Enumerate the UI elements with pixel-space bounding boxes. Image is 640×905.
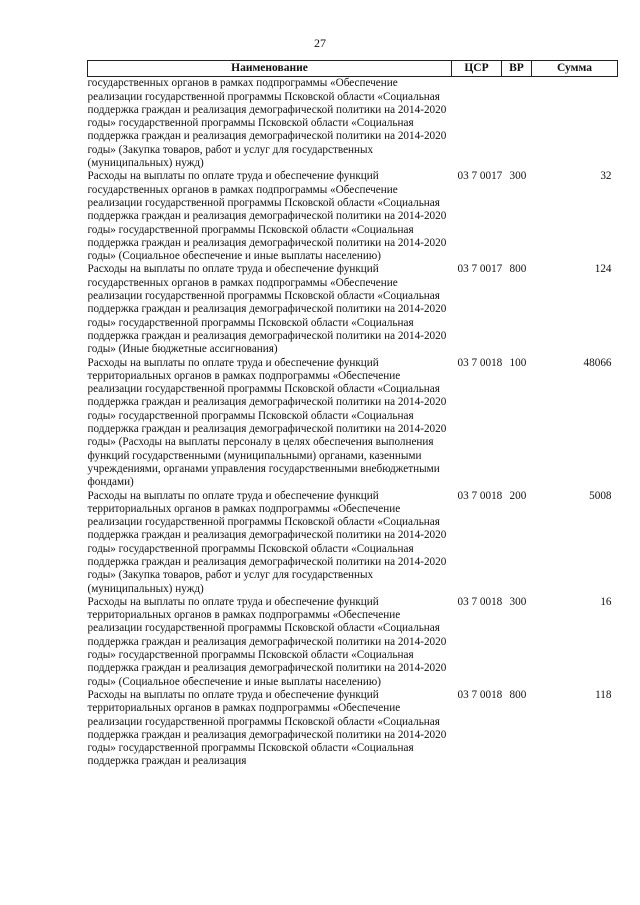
row-csr: 03 7 0017 <box>457 170 503 183</box>
table-row <box>88 490 618 596</box>
table-row <box>88 357 618 490</box>
row-csr: 03 7 0018 <box>457 595 503 608</box>
row-csr: 03 7 0018 <box>457 489 503 502</box>
column-header-name: Наименование <box>88 61 452 77</box>
row-sum: 16 <box>600 595 612 608</box>
row-vr: 300 <box>509 170 527 183</box>
table-body <box>88 77 618 769</box>
row-vr: 800 <box>509 263 527 276</box>
row-csr <box>452 77 502 171</box>
row-sum: 118 <box>595 688 612 701</box>
table-row <box>88 263 618 356</box>
row-vr: 100 <box>509 356 527 369</box>
row-name: Расходы на выплаты по оплате труда и обеспечение функций территориальных органов в рамках подпрограммы «Обеспечение реализации государственной программы Псковской области «Социальная поддержка граждан и реализация демографической политики на 2014-2020 годы» государственной программы Псковской области «Социальная поддержка граждан и реализация <box>87 688 447 768</box>
row-name: Расходы на выплаты по оплате труда и обеспечение функций территориальных органов в рамках подпрограммы «Обеспечение реализации государственной программы Псковской области «Социальная поддержка граждан и реализация демографической политики на 2014-2020 годы» государственной программы Псковской области «Социальная поддержка граждан и реализация демографической политики на 2014-2020 годы» (Социальное обеспечение и иные выплаты населению) <box>87 595 447 688</box>
table-row <box>88 596 618 689</box>
row-sum: 5008 <box>589 489 612 502</box>
row-name: Расходы на выплаты по оплате труда и обеспечение функций государственных органов в рамках подпрограммы «Обеспечение реализации государственной программы Псковской области «Социальная поддержка граждан и реализация демографической политики на 2014-2020 годы» государственной программы Псковской области «Социальная поддержка граждан и реализация демографической политики на 2014-2020 годы» (Иные бюджетные ассигнования) <box>87 263 447 356</box>
table-row <box>88 77 618 171</box>
column-header-sum: Сумма <box>532 61 618 77</box>
budget-table-container <box>87 60 617 769</box>
row-sum: 48066 <box>583 356 612 369</box>
row-sum <box>532 77 618 171</box>
row-vr <box>502 77 532 171</box>
table-row <box>88 689 618 769</box>
row-name: государственных органов в рамках подпрограммы «Обеспечение реализации государственной программы Псковской области «Социальная поддержка граждан и реализация демографической политики на 2014-2020 годы» государственной программы Псковской области «Социальная поддержка граждан и реализация демографической политики на 2014-2020 годы» (Закупка товаров, работ и услуг для государственных (муниципальных) нужд) <box>87 77 447 170</box>
column-header-csr: ЦСР <box>452 61 502 77</box>
row-name: Расходы на выплаты по оплате труда и обеспечение функций территориальных органов в рамках подпрограммы «Обеспечение реализации государственной программы Псковской области «Социальная поддержка граждан и реализация демографической политики на 2014-2020 годы» государственной программы Псковской области «Социальная поддержка граждан и реализация демографической политики на 2014-2020 годы» (Расходы на выплаты персоналу в целях обеспечения выполнения функций государственными (муниципальными) органами, казенными учреждениями, органами управления государственными внебюджетными фондами) <box>87 356 447 489</box>
row-sum: 32 <box>600 170 612 183</box>
row-vr: 300 <box>509 595 527 608</box>
row-vr: 800 <box>509 688 527 701</box>
row-sum: 124 <box>594 263 612 276</box>
row-csr: 03 7 0018 <box>457 688 503 701</box>
row-name: Расходы на выплаты по оплате труда и обеспечение функций государственных органов в рамках подпрограммы «Обеспечение реализации государственной программы Псковской области «Социальная поддержка граждан и реализация демографической политики на 2014-2020 годы» государственной программы Псковской области «Социальная поддержка граждан и реализация демографической политики на 2014-2020 годы» (Социальное обеспечение и иные выплаты населению) <box>87 170 447 263</box>
column-header-vr: ВР <box>502 61 532 77</box>
table-header <box>88 61 618 77</box>
table-row <box>88 170 618 263</box>
row-vr: 200 <box>509 489 527 502</box>
row-csr: 03 7 0017 <box>457 263 503 276</box>
row-csr: 03 7 0018 <box>457 356 503 369</box>
budget-table <box>87 60 618 769</box>
page-number: 27 <box>314 36 326 50</box>
row-name: Расходы на выплаты по оплате труда и обеспечение функций территориальных органов в рамках подпрограммы «Обеспечение реализации государственной программы Псковской области «Социальная поддержка граждан и реализация демографической политики на 2014-2020 годы» государственной программы Псковской области «Социальная поддержка граждан и реализация демографической политики на 2014-2020 годы» (Закупка товаров, работ и услуг для государственных (муниципальных) нужд) <box>87 489 447 595</box>
